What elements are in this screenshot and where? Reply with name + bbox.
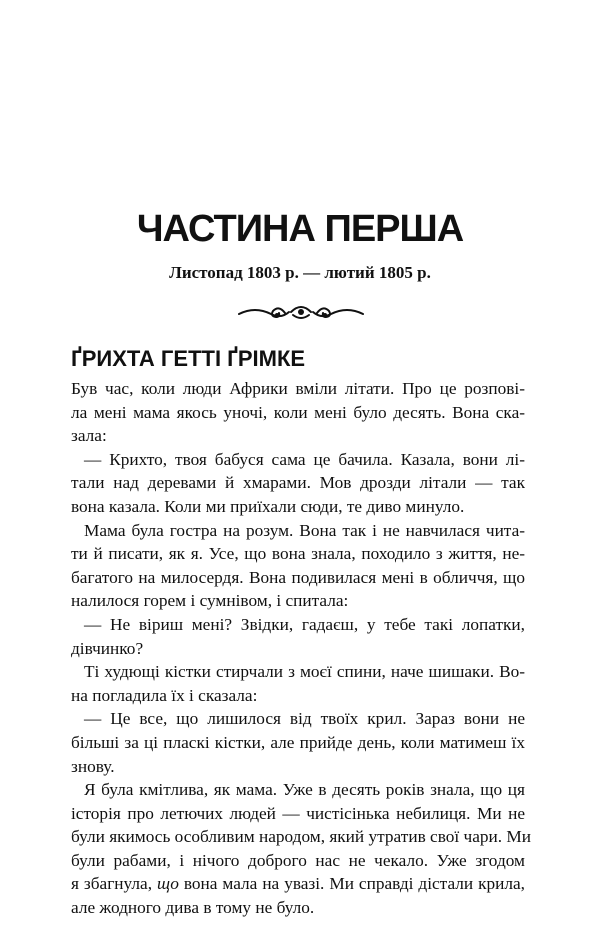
part-dates: Листопад 1803 р. — лютий 1805 р.	[169, 263, 431, 282]
text-line: знову.	[71, 756, 115, 776]
text-line: були рабами, і нічого доброго нас не чекало. Уже згодом	[71, 850, 525, 870]
text-line: зала:	[71, 426, 107, 446]
text-segment: вона мала на увазі. Ми справді дістали крила,	[178, 874, 525, 894]
text-line: налилося горем і сумнівом, і спитала:	[71, 591, 349, 611]
text-segment: я збагнула,	[71, 874, 157, 894]
text-line: були якимось особливим народом, який утратив свої чари. Ми	[71, 827, 532, 847]
text-line: багатого на милосердя. Вона подивилася мені в обличчя, що	[71, 567, 525, 587]
text-line: ти й писати, як я. Усе, що вона знала, походило з життя, не-	[71, 544, 525, 564]
text-line: ла мені мама якось уночі, коли мені було десять. Вона ска-	[71, 402, 525, 422]
scroll-ornament-icon	[237, 300, 365, 326]
text-line: — Не віриш мені? Звідки, гадаєш, у тебе такі лопатки,	[84, 614, 525, 634]
part-title: ЧАСТИНА ПЕРША	[136, 208, 464, 250]
text-line: Ті худющі кістки стирчали з моєї спини, наче шишаки. Во-	[84, 662, 525, 682]
text-line: але жодного дива в тому не було.	[71, 898, 315, 918]
body-text	[71, 377, 532, 920]
text-line: — Це все, що лишилося від твоїх крил. Зараз вони не	[84, 709, 525, 729]
text-line: більші за ці пласкі кістки, але прийде день, коли матимеш їх	[71, 732, 525, 752]
text-line	[71, 872, 525, 896]
chapter-title: ҐРИХТА ГЕТТІ ҐРІМКЕ	[71, 346, 306, 371]
text-line: — Крихто, твоя бабуся сама це бачила. Казала, вони лі-	[84, 449, 525, 469]
text-line: Я була кмітлива, як мама. Уже в десять років знала, що ця	[84, 780, 525, 800]
text-line: вона казала. Коли ми приїхали сюди, те диво минуло.	[71, 496, 465, 516]
text-line: Мама була гостра на розум. Вона так і не навчилася чита-	[84, 520, 525, 540]
text-line: тали над деревами й хмарами. Мов дрозди літали — так	[71, 473, 525, 493]
text-line: Був час, коли люди Африки вміли літати. Про це розпові-	[71, 379, 525, 398]
text-line: дівчинко?	[71, 638, 144, 658]
italic-word: що	[157, 874, 179, 894]
text-line: історія про летючих людей — чистісінька небилиця. Ми не	[71, 803, 525, 823]
text-line: на погладила їх і сказала:	[71, 685, 258, 705]
